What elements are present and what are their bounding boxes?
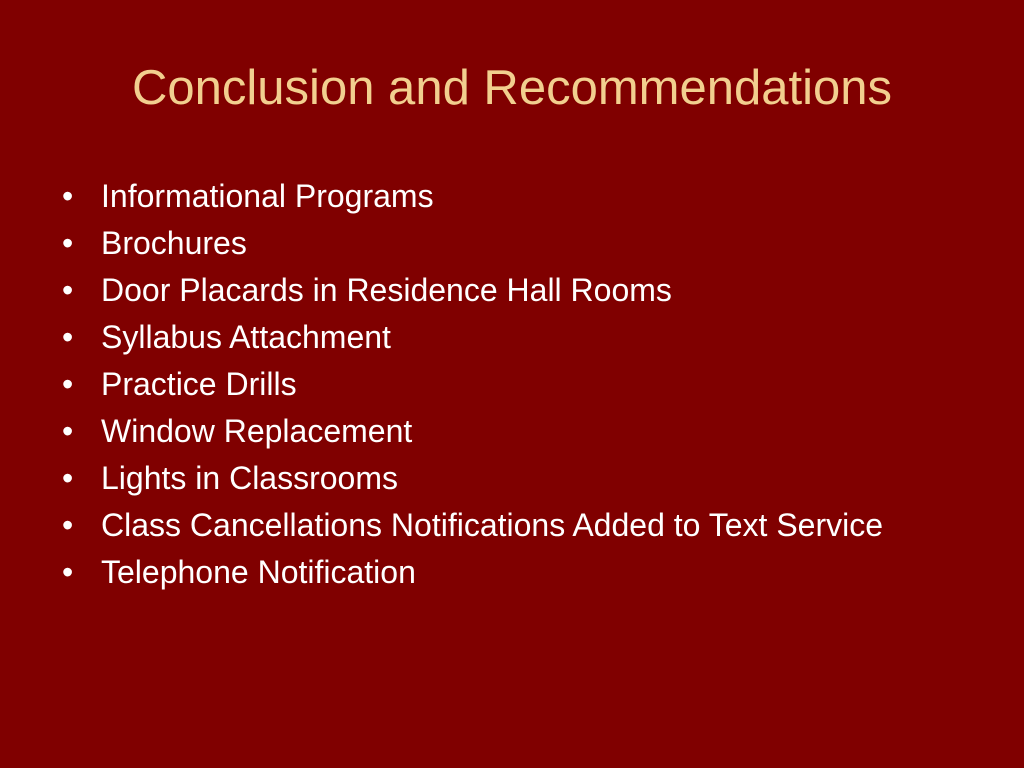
bullet-icon: • <box>62 507 74 543</box>
bullet-text: Door Placards in Residence Hall Rooms <box>101 272 672 308</box>
list-item <box>62 319 962 355</box>
bullet-icon: • <box>62 272 74 308</box>
slide-title: Conclusion and Recommendations <box>132 61 892 115</box>
bullet-text: Brochures <box>101 225 247 261</box>
bullet-icon: • <box>62 225 74 261</box>
list-item <box>62 272 962 308</box>
bullet-icon: • <box>62 460 74 496</box>
list-item <box>62 366 962 402</box>
bullet-text: Syllabus Attachment <box>101 319 391 355</box>
bullet-list <box>62 178 962 601</box>
bullet-text: Class Cancellations Notifications Added to Text Service <box>101 507 884 543</box>
bullet-text: Lights in Classrooms <box>101 460 398 496</box>
list-item <box>62 507 962 543</box>
list-item <box>62 554 962 590</box>
list-item <box>62 460 962 496</box>
bullet-icon: • <box>62 178 74 214</box>
bullet-text: Informational Programs <box>101 178 434 214</box>
bullet-icon: • <box>62 413 74 449</box>
list-item <box>62 413 962 449</box>
list-item <box>62 225 962 261</box>
bullet-text: Window Replacement <box>101 413 413 449</box>
bullet-icon: • <box>62 366 74 402</box>
bullet-text: Telephone Notification <box>101 554 416 590</box>
list-item <box>62 178 962 214</box>
bullet-icon: • <box>62 319 74 355</box>
bullet-icon: • <box>62 554 74 590</box>
bullet-text: Practice Drills <box>101 366 297 402</box>
